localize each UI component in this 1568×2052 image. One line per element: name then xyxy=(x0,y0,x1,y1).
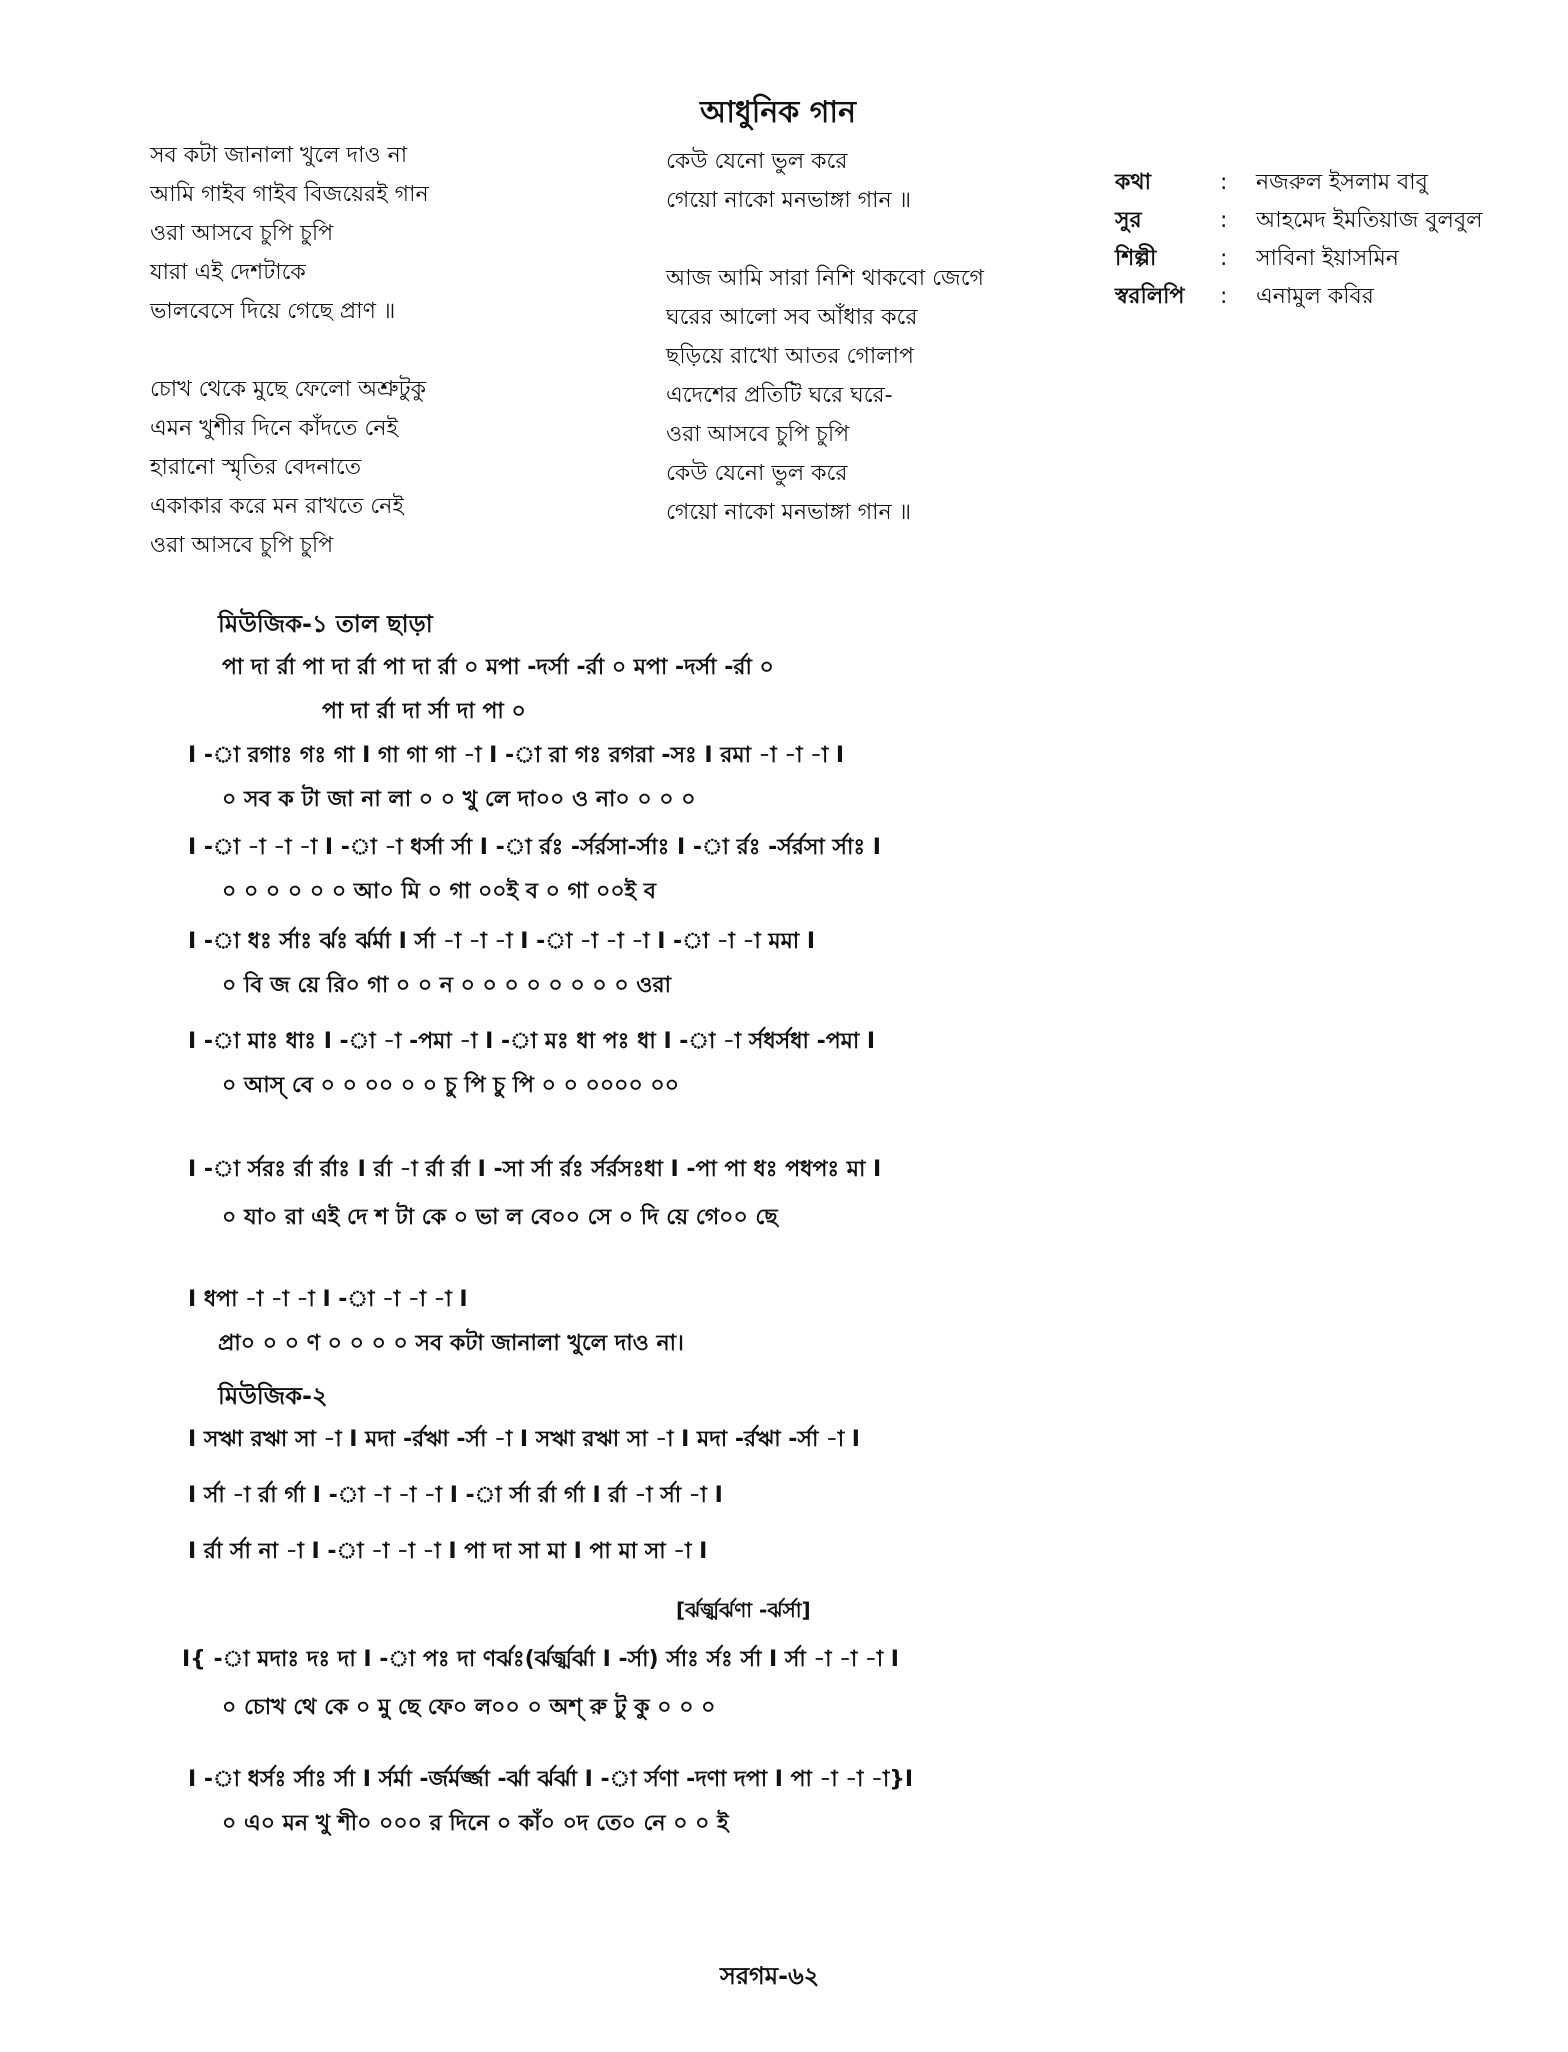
notation-line: I -া র্সরঃ র্রা র্রাঃ I র্রা -া র্রা র্রা I -সা র্সা র্রঃ র্সর্রসঃধা I -পা পা ধঃ পধপঃ মা I xyxy=(188,1157,882,1182)
intro-notation-line: পা দা র্রা দা র্সা দা পা ০ xyxy=(322,699,526,724)
lyric-syllable-line: ০ যা০ রা এই দে শ টা কে ০ ভা ল বে০০ সে ০ দি য়ে গে০০ ছে xyxy=(222,1205,778,1230)
credit-value: এনামুল কবির xyxy=(1256,284,1374,309)
credit-row-singer xyxy=(1115,240,1483,278)
credits-block xyxy=(1115,164,1483,316)
credit-value: সাবিনা ইয়াসমিন xyxy=(1256,246,1399,271)
notation-line: I সঋা রঋা সা -া I মদা -র্রঋা -র্সা -া I সঋা রঋা সা -া I মদা -র্রঋা -র্সা -া I xyxy=(188,1427,860,1452)
lyric-line: ওরা আসবে চুপি চুপি xyxy=(150,221,334,246)
lyric-syllable-line: ০ চোখ থে কে ০ মু ছে ফে০ ল০০ ০ অশ্ রু টু কু ০ ০ ০ xyxy=(222,1695,716,1720)
page-footer: সরগম-৬২ xyxy=(720,1962,820,1990)
credit-label: সুর xyxy=(1115,208,1142,233)
lyrics-right-column xyxy=(666,142,984,532)
notation-line: I{ -া মদাঃ দঃ দা I -া পঃ দা ণর্ঝঃ(র্ঝর্জ্ঝর্ঝা I -র্সা) র্সাঃ র্সঃ র্সা I র্সা -া -া -া I xyxy=(182,1647,899,1672)
lyric-line: সব কটা জানালা খুলে দাও না xyxy=(150,143,408,168)
credit-separator: : xyxy=(1220,170,1228,195)
credit-label: কথা xyxy=(1115,170,1152,195)
credit-row-notation xyxy=(1115,278,1483,316)
lyric-line xyxy=(666,220,984,259)
intro-notation-line: পা দা র্রা পা দা র্রা পা দা র্রা ০ মপা -দর্সা -র্রা ০ মপা -দর্সা -র্রা ০ xyxy=(222,655,774,680)
lyric-line: গেয়ো নাকো মনভাঙ্গা গান ॥ xyxy=(666,188,912,213)
notation-line: I র্সা -া র্রা র্গা I -া -া -া -া I -া র্সা র্রা র্গা I র্রা -া র্সা -া I xyxy=(188,1483,723,1508)
lyric-line: ওরা আসবে চুপি চুপি xyxy=(150,533,334,558)
lyrics-left-column xyxy=(150,136,429,565)
lyric-syllable-line: ০ আস্ বে ০ ০ ০০ ০ ০ চু পি চু পি ০ ০ ০০০০ ০০ xyxy=(222,1073,680,1098)
lyric-syllable-line: ০ এ০ মন খু শী০ ০০০ র দিনে ০ কাঁ০ ০দ তে০ নে ০ ০ ই xyxy=(222,1811,729,1836)
lyric-line: আমি গাইব গাইব বিজয়েরই গান xyxy=(150,182,429,207)
lyric-line: কেউ যেনো ভুল করে xyxy=(666,461,848,486)
lyric-line: যারা এই দেশটাকে xyxy=(150,260,306,285)
lyric-syllable-line: ০ সব ক টা জা না লা ০ ০ খু লে দা০০ ও না০ ০ ০ ০ xyxy=(222,787,696,812)
credit-value: আহমেদ ইমতিয়াজ বুলবুল xyxy=(1256,208,1483,233)
page-title: আধুনিক গান xyxy=(700,95,856,130)
notation-line: I -া ধঃ র্সাঃ র্ঝঃ র্ঝর্মা I র্সা -া -া -া I -া -া -া -া I -া -া -া মমা I xyxy=(188,929,816,954)
credit-separator: : xyxy=(1220,246,1228,271)
notation-line: I -া রগাঃ গঃ গা I গা গা গা -া I -া রা গঃ রগরা -সঃ I রমা -া -া -া I xyxy=(188,743,845,768)
lyric-line: ঘরের আলো সব আঁধার করে xyxy=(666,305,918,330)
lyric-line: কেউ যেনো ভুল করে xyxy=(666,149,848,174)
lyric-line: গেয়ো নাকো মনভাঙ্গা গান ॥ xyxy=(666,500,912,525)
lyric-line: এমন খুশীর দিনে কাঁদতে নেই xyxy=(150,416,398,441)
lyric-line: ভালবেসে দিয়ে গেছে প্রাণ ॥ xyxy=(150,299,396,324)
section-heading-music-2: মিউজিক-২ xyxy=(218,1382,328,1410)
credit-value: নজরুল ইসলাম বাবু xyxy=(1256,170,1428,195)
lyric-syllable-line: প্রা০ ০ ০ ণ ০ ০ ০ ০ সব কটা জানালা খুলে দাও না। xyxy=(218,1331,684,1356)
lyric-line: এদেশের প্রতিটি ঘরে ঘরে- xyxy=(666,383,893,408)
lyric-line: ওরা আসবে চুপি চুপি xyxy=(666,422,850,447)
lyric-syllable-line: ০ ০ ০ ০ ০ ০ আ০ মি ০ গা ০০ই ব ০ গা ০০ই ব xyxy=(222,879,656,904)
lyric-line: হারানো স্মৃতির বেদনাতে xyxy=(150,455,362,480)
credit-separator: : xyxy=(1220,208,1228,233)
credit-row-composer xyxy=(1115,202,1483,240)
lyric-line xyxy=(150,331,429,370)
notation-annotation: [র্ঝর্জ্ঝর্ঝণা -র্ঝর্সা] xyxy=(676,1598,811,1622)
credit-label: স্বরলিপি xyxy=(1115,284,1185,309)
notation-line: I ধপা -া -া -া I -া -া -া -া I xyxy=(188,1287,468,1312)
credit-label: শিল্পী xyxy=(1115,246,1157,271)
notation-line: I -া মাঃ ধাঃ I -া -া -পমা -া I -া মঃ ধা পঃ ধা I -া -া র্সধর্সধা -পমা I xyxy=(188,1029,876,1054)
notation-line: I -া ধর্সঃ র্সাঃ র্সা I র্সর্মা -র্জর্মর্জ্জা -র্ঝা র্ঝর্ঝা I -া র্সণা -দণা দপা I পা -া -া -া}I xyxy=(188,1767,914,1792)
credit-separator: : xyxy=(1220,284,1228,309)
lyric-line: চোখ থেকে মুছে ফেলো অশ্রুটুকু xyxy=(150,377,427,402)
lyric-line: একাকার করে মন রাখতে নেই xyxy=(150,494,404,519)
lyric-line: ছড়িয়ে রাখো আতর গোলাপ xyxy=(666,344,914,369)
lyric-line: আজ আমি সারা নিশি থাকবো জেগে xyxy=(666,266,984,291)
credit-row-lyricist xyxy=(1115,164,1483,202)
lyric-syllable-line: ০ বি জ য়ে রি০ গা ০ ০ ন ০ ০ ০ ০ ০ ০ ০ ০ ওরা xyxy=(222,973,671,998)
section-heading-music-1: মিউজিক-১ তাল ছাড়া xyxy=(218,610,433,638)
notation-line: I র্রা র্সা না -া I -া -া -া -া I পা দা সা মা I পা মা সা -া I xyxy=(188,1539,708,1564)
notation-line: I -া -া -া -া I -া -া ধর্সা র্সা I -া র্রঃ -র্সর্রসা-র্সাঃ I -া র্রঃ -র্সর্রসা র্সাঃ I xyxy=(188,835,881,860)
